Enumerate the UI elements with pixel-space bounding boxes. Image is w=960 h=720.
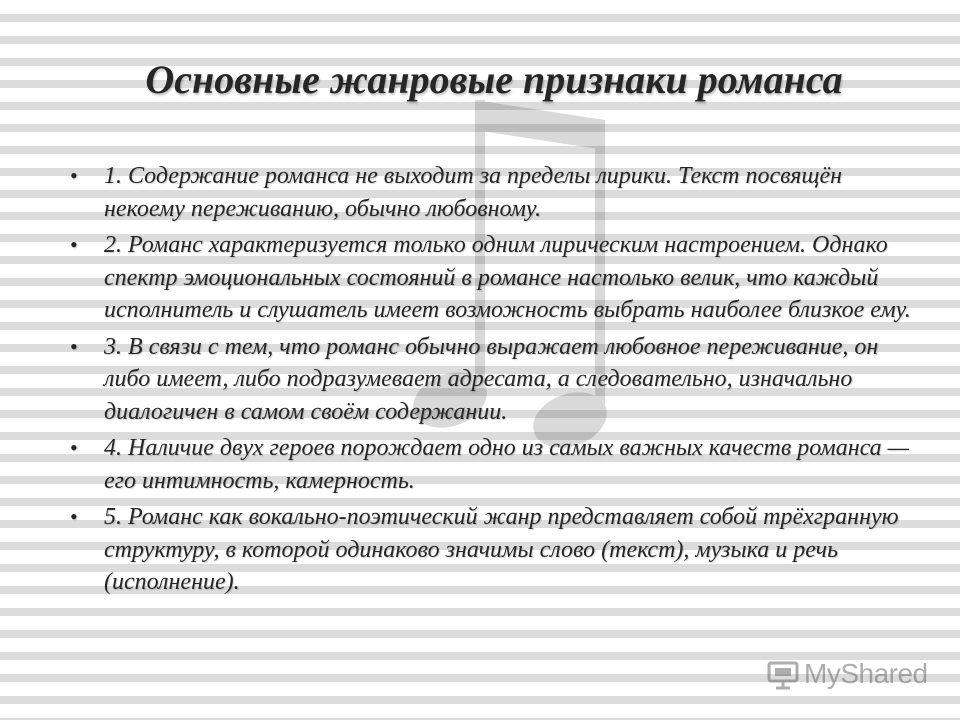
bullet-dot: • (70, 163, 78, 188)
bullet-item (70, 432, 920, 497)
slide-title: Основные жанровые признаки романса (145, 57, 843, 102)
watermark-logo (766, 654, 928, 694)
bullet-text: 3. В связи с тем, что романс обычно выражает любовное переживание, он либо имеет, либо подразумевает адресата, а следовательно, изначально диалогичен в самом своём содержании. (104, 333, 879, 425)
watermark-text: MyShared (804, 658, 928, 689)
presentation-icon (766, 657, 800, 691)
bullet-item (70, 160, 920, 225)
bullet-text: 5. Романс как вокально-поэтический жанр представляет собой трёхгранную структуру, в которой одинаково значимы слово (текст), музыка и речь (исполнение). (104, 504, 899, 595)
bullet-item (70, 331, 920, 429)
bullet-text: 1. Содержание романса не выходит за пределы лирики. Текст посвящён некоему переживанию, обычно любовному. (104, 163, 843, 222)
bullet-dot: • (70, 435, 78, 460)
bullet-text: 4. Наличие двух героев порождает одно из самых важных качеств романса — его интимность, камерность. (104, 435, 909, 494)
bullet-list (70, 160, 920, 603)
bullet-dot: • (70, 504, 78, 529)
bullet-text: 2. Романс характеризуется только одним лирическим настроением. Однако спектр эмоциональных состояний в романсе настолько велик, что каждый исполнитель и слушатель имеет возможность выбрать наиболее близкое ему. (104, 232, 911, 323)
bullet-item (70, 501, 920, 599)
bullet-item (70, 229, 920, 327)
bullet-dot: • (70, 232, 78, 257)
bullet-dot: • (70, 333, 78, 359)
